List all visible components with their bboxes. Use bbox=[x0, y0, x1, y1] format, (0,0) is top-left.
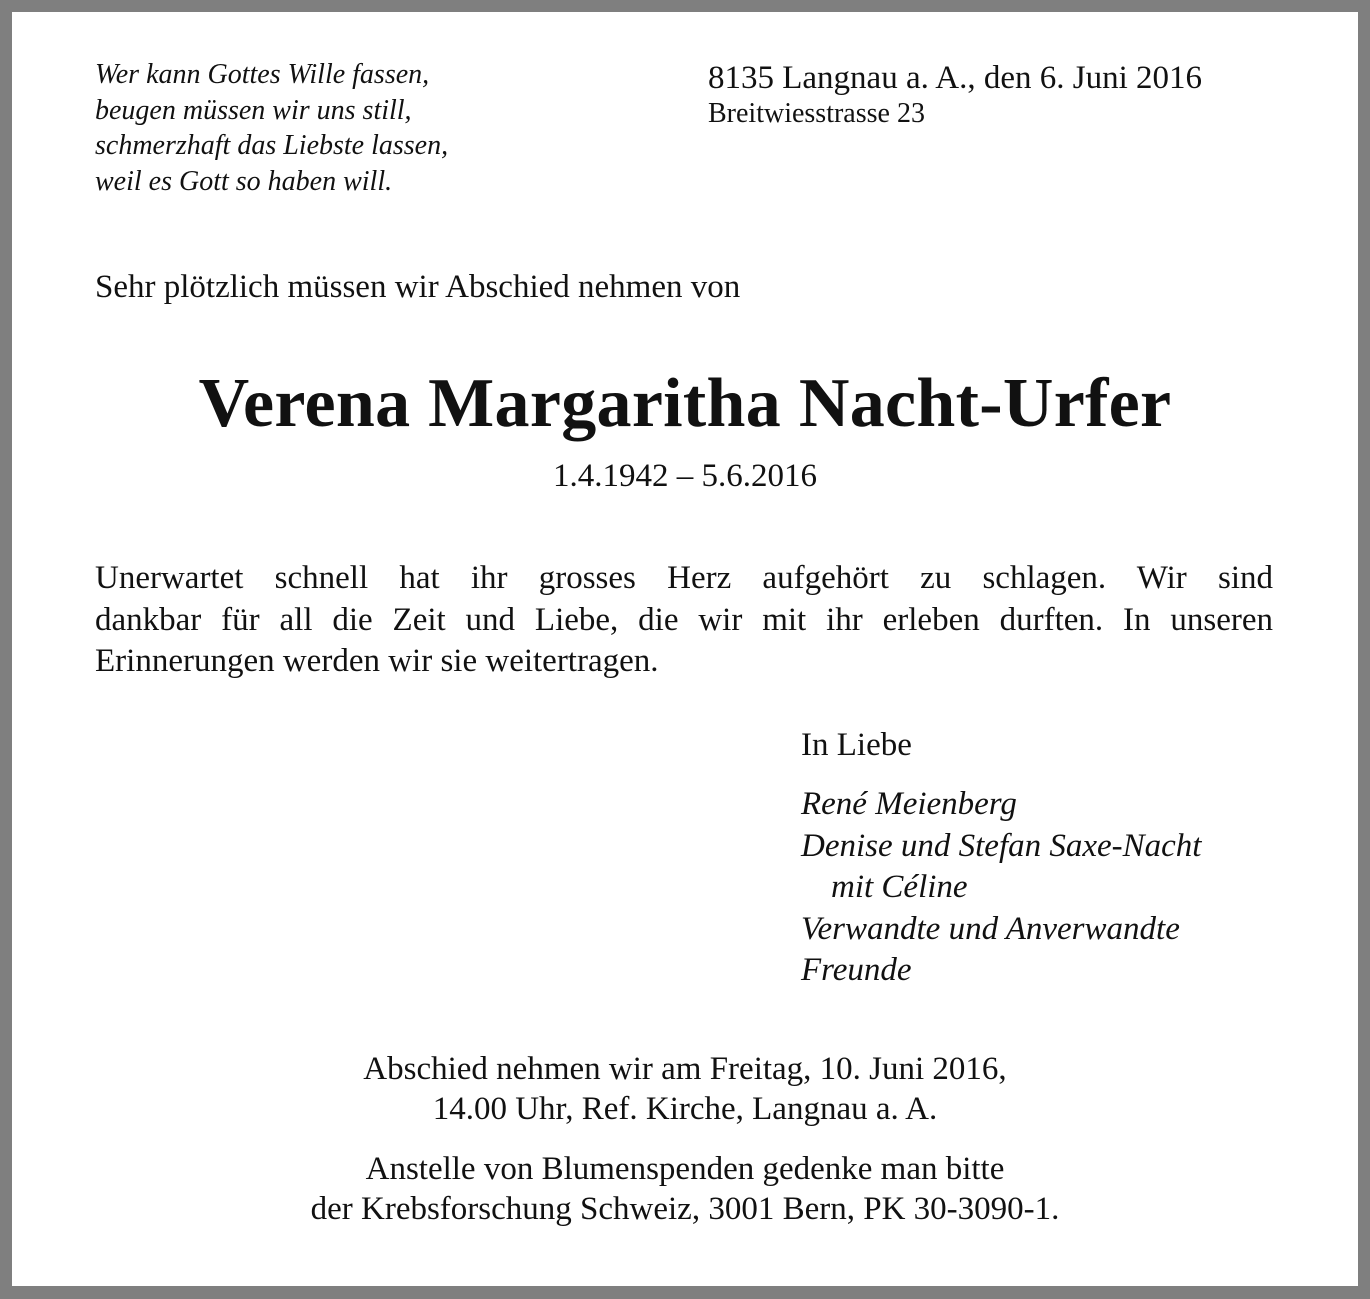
closing-line: In Liebe bbox=[801, 727, 912, 763]
verse-line: weil es Gott so haben will. bbox=[95, 166, 393, 198]
service-line: Abschied nehmen wir am Freitag, 10. Juni 2016, bbox=[363, 1051, 1007, 1087]
donation-info bbox=[12, 1149, 1358, 1229]
mourner-name: Verwandte und Anverwandte bbox=[801, 910, 1180, 947]
service-info bbox=[12, 1049, 1358, 1129]
message-line: Unerwartet schnell hat ihr grosses Herz aufgehört zu schlagen. Wir sind bbox=[95, 560, 1273, 596]
donation-line: Anstelle von Blumenspenden gedenke man bitte bbox=[365, 1151, 1005, 1187]
verse bbox=[95, 57, 448, 200]
mourner-name: Denise und Stefan Saxe-Nacht bbox=[801, 827, 1202, 864]
donation-line: der Krebsforschung Schweiz, 3001 Bern, PK 30-3090-1. bbox=[310, 1191, 1060, 1227]
verse-line: beugen müssen wir uns still, bbox=[95, 94, 412, 126]
deceased-name: Verena Margaritha Nacht-Urfer bbox=[198, 365, 1172, 442]
intro-line: Sehr plötzlich müssen wir Abschied nehmen von bbox=[95, 269, 741, 305]
place-and-date: 8135 Langnau a. A., den 6. Juni 2016 bbox=[708, 60, 1203, 96]
message-line: Erinnerungen werden wir sie weitertragen. bbox=[95, 643, 659, 679]
obituary-notice bbox=[12, 12, 1358, 1286]
mourner-name: René Meienberg bbox=[801, 786, 1017, 822]
message-paragraph bbox=[95, 558, 1273, 683]
street-address: Breitwiesstrasse 23 bbox=[708, 98, 925, 129]
verse-line: schmerzhaft das Liebste lassen, bbox=[95, 130, 449, 162]
mourner-name: mit Céline bbox=[831, 869, 968, 905]
mourners-list bbox=[801, 784, 1201, 992]
verse-line: Wer kann Gottes Wille fassen, bbox=[95, 59, 430, 90]
message-line: dankbar für all die Zeit und Liebe, die wir mit ihr erleben durften. In unseren bbox=[95, 601, 1273, 638]
mourner-name: Freunde bbox=[801, 952, 912, 988]
life-dates: 1.4.1942 – 5.6.2016 bbox=[553, 458, 817, 494]
service-line: 14.00 Uhr, Ref. Kirche, Langnau a. A. bbox=[432, 1091, 938, 1127]
